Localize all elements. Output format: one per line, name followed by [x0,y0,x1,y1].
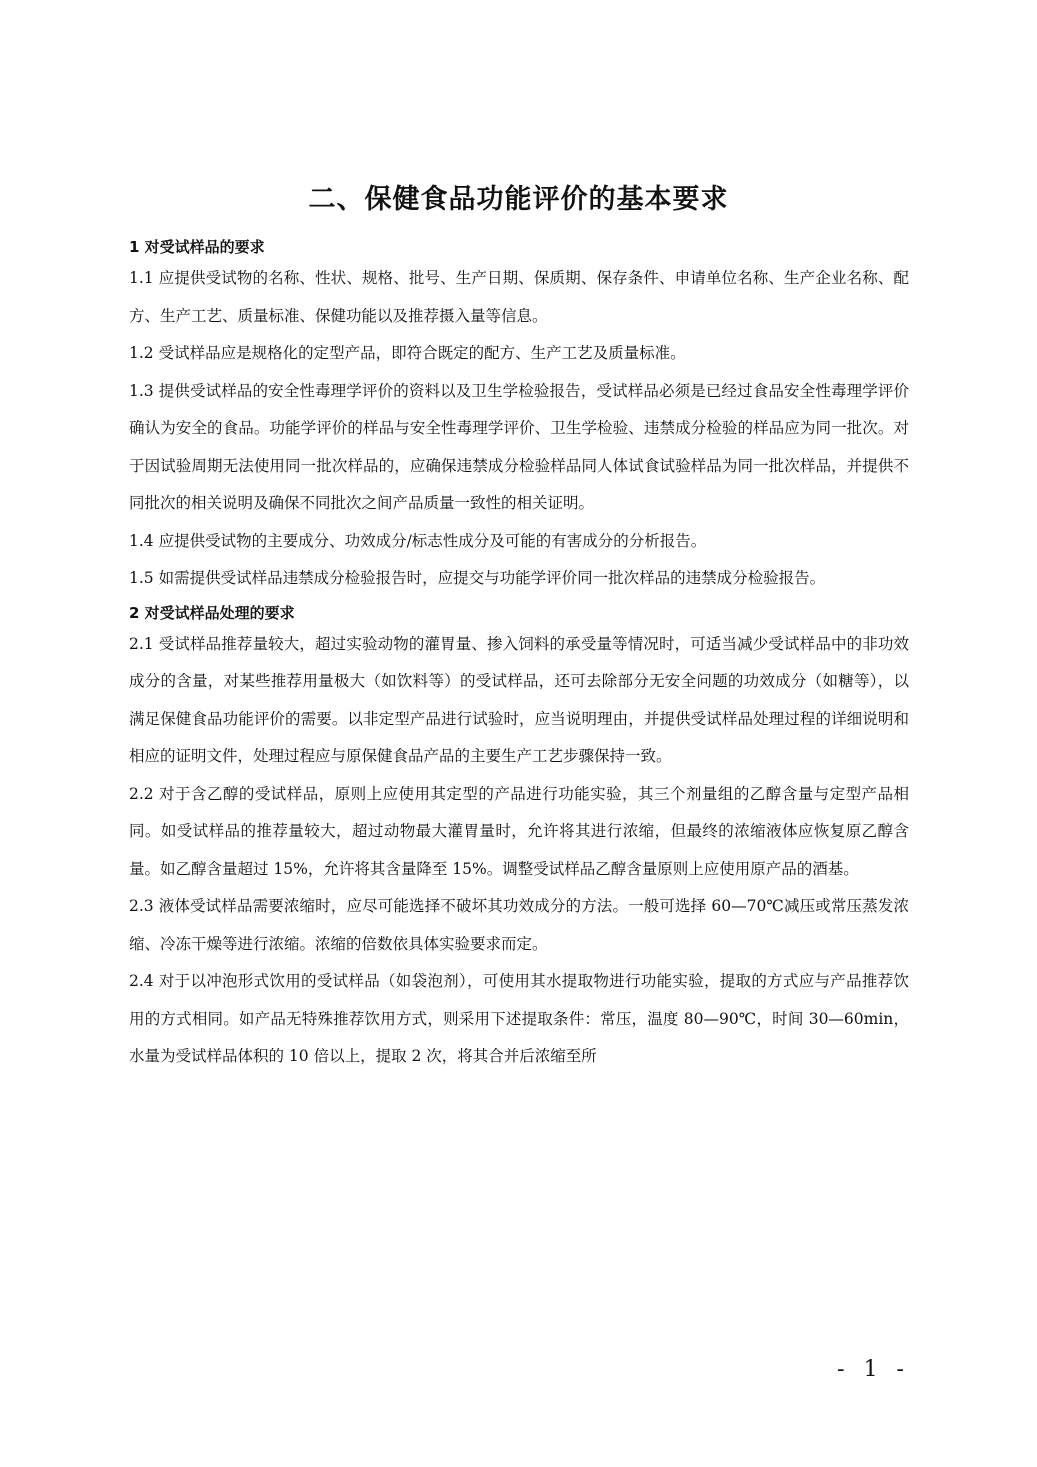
paragraph: 2.4 对于以冲泡形式饮用的受试样品（如袋泡剂），可使用其水提取物进行功能实验，提取的方式应与产品推荐饮用的方式相同。如产品无特殊推荐饮用方式，则采用下述提取条件：常压，温度 80—90℃，时间 30—60min，水量为受试样品体积的 10 倍以上，提取 2 次，将其合并后浓缩至所 [129,972,909,1065]
paragraph: 1.5 如需提供受试样品违禁成分检验报告时，应提交与功能学评价同一批次样品的违禁成分检验报告。 [129,569,826,587]
page-number: - 1 - [837,1357,910,1382]
section-heading: 1 对受试样品的要求 [129,238,265,256]
paragraph: 2.1 受试样品推荐量较大，超过实验动物的灌胃量、掺入饲料的承受量等情况时，可适当减少受试样品中的非功效成分的含量，对某些推荐用量极大（如饮料等）的受试样品，还可去除部分无安全问题的功效成分（如糖等），以满足保健食品功能评价的需要。以非定型产品进行试验时，应当说明理由，并提供受试样品处理过程的详细说明和相应的证明文件，处理过程应与原保健食品产品的主要生产工艺步骤保持一致。 [129,634,909,765]
paragraph: 1.4 应提供受试物的主要成分、功效成分/标志性成分及可能的有害成分的分析报告。 [129,531,707,550]
document-title: 二、保健食品功能评价的基本要求 [308,184,729,215]
paragraph: 2.3 液体受试样品需要浓缩时，应尽可能选择不破坏其功效成分的方法。一般可选择 60—70℃减压或常压蒸发浓缩、冷冻干燥等进行浓缩。浓缩的倍数依具体实验要求而定。 [129,897,909,953]
paragraph: 2.2 对于含乙醇的受试样品，原则上应使用其定型的产品进行功能实验，其三个剂量组的乙醇含量与定型产品相同。如受试样品的推荐量较大，超过动物最大灌胃量时，允许将其进行浓缩，但最终的浓缩液体应恢复原乙醇含量。如乙醇含量超过 15%，允许将其含量降至 15%。调整受试样品乙醇含量原则上应使用原产品的酒基。 [129,784,909,878]
paragraph: 1.3 提供受试样品的安全性毒理学评价的资料以及卫生学检验报告，受试样品必须是已经过食品安全性毒理学评价确认为安全的食品。功能学评价的样品与安全性毒理学评价、卫生学检验、违禁成分检验的样品应为同一批次。对于因试验周期无法使用同一批次样品的，应确保违禁成分检验样品同人体试食试验样品为同一批次样品，并提供不同批次的相关说明及确保不同批次之间产品质量一致性的相关证明。 [129,381,909,512]
paragraph: 1.2 受试样品应是规格化的定型产品，即符合既定的配方、生产工艺及质量标准。 [129,344,686,362]
document-body [129,234,909,1076]
paragraph: 1.1 应提供受试物的名称、性状、规格、批号、生产日期、保质期、保存条件、申请单位名称、生产企业名称、配方、生产工艺、质量标准、保健功能以及推荐摄入量等信息。 [129,269,909,325]
section-heading: 2 对受试样品处理的要求 [129,603,295,622]
